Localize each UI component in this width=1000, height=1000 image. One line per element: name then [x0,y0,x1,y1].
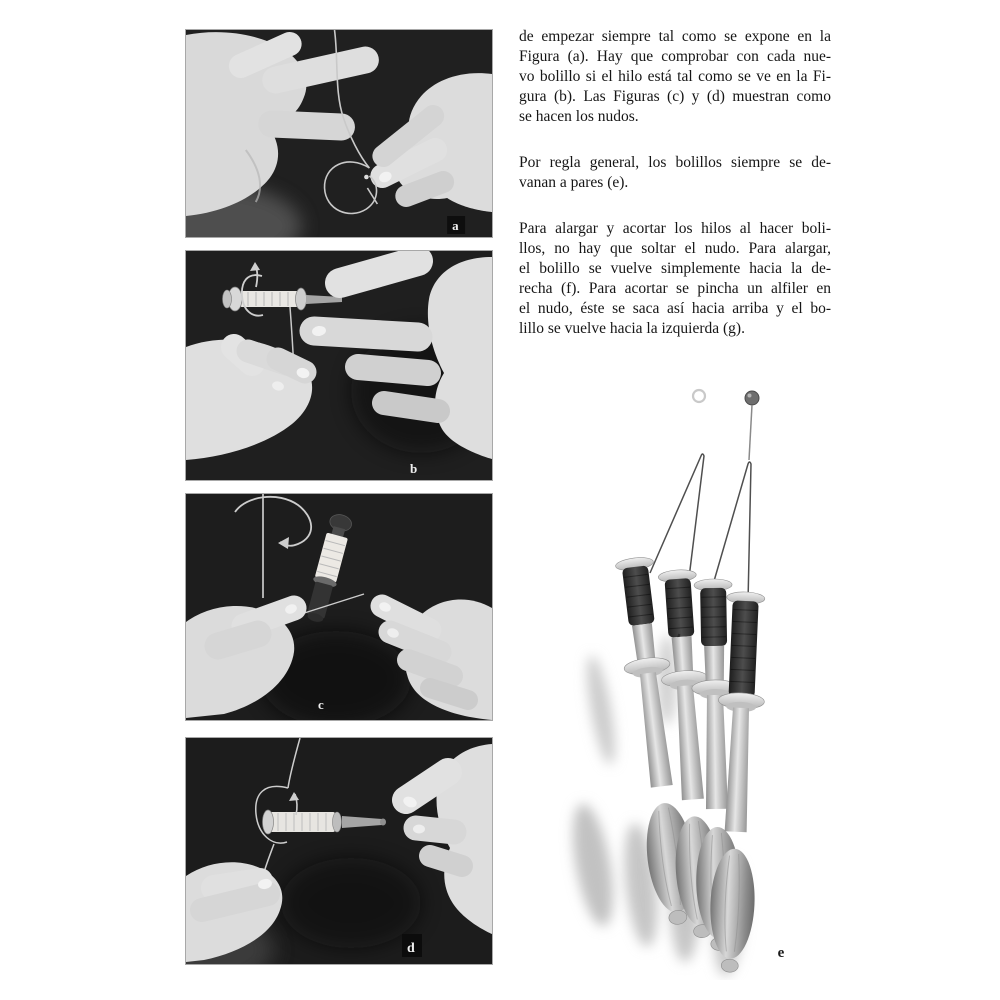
fingernail [413,825,425,834]
figure-c-image [186,494,492,720]
text-line: de empezar siempre tal como se expone en la [519,28,831,45]
text-line: Para alargar y acortar los hilos al hacer boli- [519,220,831,237]
text-line: lillo se vuelve hacia la izquierda (g). [519,320,745,337]
paragraph-1 [519,27,831,127]
pin-left [693,390,705,402]
figure-b [185,250,493,481]
text-line: llos, no hay que soltar el nudo. Para alargar, [519,240,831,257]
text-line: el bolillo se vuelve simplemente hacia la de- [519,260,831,277]
paragraph-2 [519,153,831,193]
text-line: vanan a pares (e). [519,174,629,191]
figure-a-image [186,30,492,237]
figure-e-image [549,380,849,980]
thread-pair-left [650,454,704,586]
paragraph-3 [519,219,831,339]
figure-d-image [186,738,492,964]
text-line: el nudo, éste se saca así hacia arriba y el bo- [519,300,831,317]
text-line: Figura (a). Hay que comprobar con cada nue- [519,48,831,65]
figure-label-d: d [407,941,415,956]
figure-label-b: b [410,461,418,476]
figure-label-e: e [777,945,785,961]
figure-d [185,737,493,965]
figure-b-image [186,251,492,480]
figure-label-a: a [452,217,459,234]
text-line: recha (f). Para acortar se pincha un alfiler en [519,280,831,297]
body-text-column [519,27,831,365]
knot [364,175,369,180]
text-line: gura (b). Las Figuras (c) y (d) muestran como [519,88,831,105]
figure-a [185,29,493,238]
text-line: se hacen los nudos. [519,108,639,125]
text-line: Por regla general, los bolillos siempre se de- [519,154,831,171]
figure-e [549,380,849,980]
figure-c [185,493,493,721]
figure-label-c: c [318,697,324,712]
background-blur-2 [281,858,421,948]
pin-right [745,391,759,460]
text-line: vo bolillo si el hilo está tal como se ve en la Fi- [519,68,831,85]
